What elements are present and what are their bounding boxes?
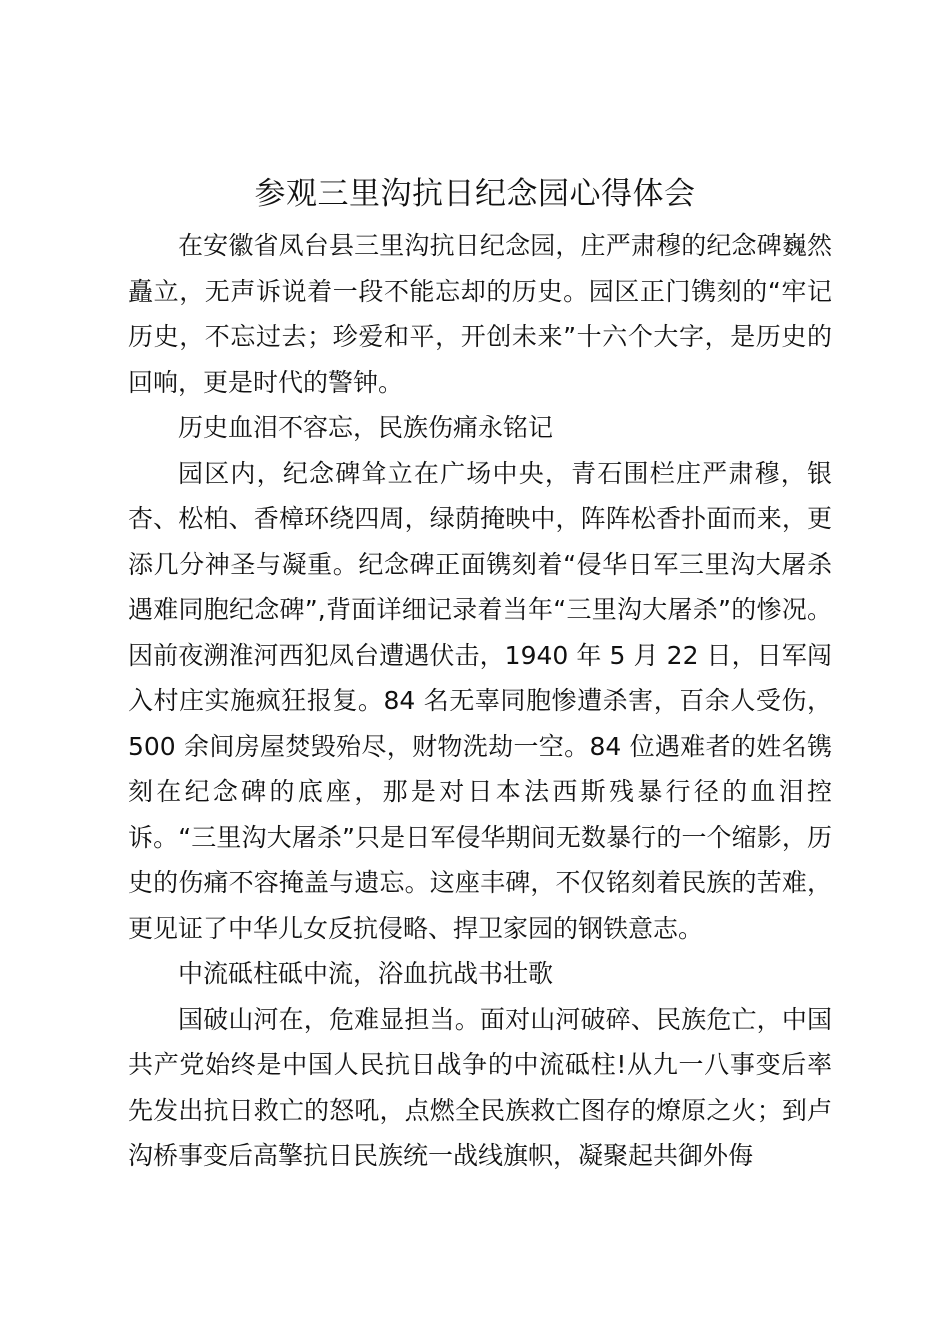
paragraph-memorial: 园区内，纪念碑耸立在广场中央，青石围栏庄严肃穆，银杏、松柏、香樟环绕四周，绿荫掩映中，阵阵松香扑面而来，更添几分神圣与凝重。纪念碑正面镌刻着“侵华日军三里沟大屠杀遇难同胞纪念碑”,背面详细记录着当年“三里沟大屠杀”的惨况。因前夜溯淮河西犯凤台遭遇伏击，1940 年 5 月 22 日，日军闯入村庄实施疯狂报复。84 名无辜同胞惨遭杀害，百余人受伤，500 余间房屋焚毁殆尽，财物洗劫一空。84 位遇难者的姓名镌刻在纪念碑的底座，那是对日本法西斯残暴行径的血泪控诉。“三里沟大屠杀”只是日军侵华期间无数暴行的一个缩影，历史的伤痛不容掩盖与遗忘。这座丰碑，不仅铭刻着民族的苦难，更见证了中华儿女反抗侵略、捍卫家园的钢铁意志。 [128,458,832,943]
document-title: 参观三里沟抗日纪念园心得体会 [254,176,696,212]
section-heading-history: 历史血泪不容忘，民族伤痛永铭记 [178,413,554,442]
document-body [128,223,832,1179]
paragraph-intro: 在安徽省凤台县三里沟抗日纪念园，庄严肃穆的纪念碑巍然矗立，无声诉说着一段不能忘却的历史。园区正门镌刻的“牢记历史，不忘过去；珍爱和平，开创未来”十六个大字，是历史的回响，更是时代的警钟。 [128,231,832,397]
section-heading-mainstay: 中流砥柱砥中流，浴血抗战书壮歌 [178,959,554,988]
paragraph-resistance: 国破山河在，危难显担当。面对山河破碎、民族危亡，中国共产党始终是中国人民抗日战争的中流砥柱!从九一八事变后率先发出抗日救亡的怒吼，点燃全民族救亡图存的燎原之火；到卢沟桥事变后高擎抗日民族统一战线旗帜，凝聚起共御外侮 [128,1004,832,1170]
